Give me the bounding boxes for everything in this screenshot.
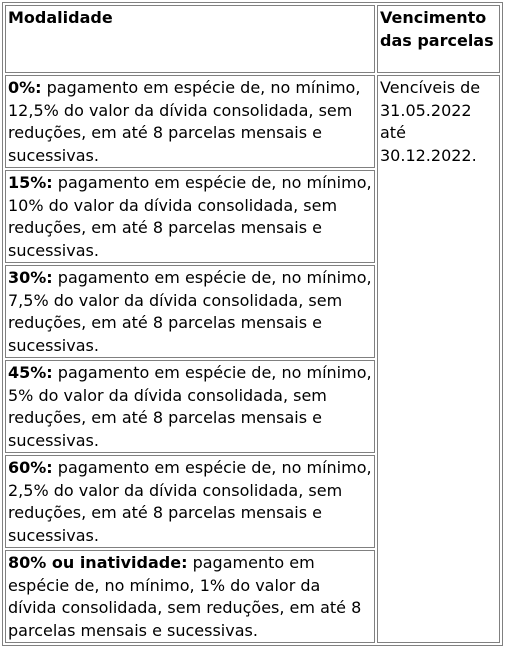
header-row: [5, 5, 500, 73]
discount-label: 60%:: [8, 458, 53, 477]
modalidade-cell: [5, 75, 375, 168]
modalidade-cell: [5, 265, 375, 358]
discount-label: 0%:: [8, 78, 42, 97]
modalidade-text: pagamento em espécie de, no mínimo, 7,5% do valor da dívida consolidada, sem reduções, em até 8 parcelas mensais e sucessivas.: [8, 268, 372, 355]
modalidade-text: pagamento em espécie de, no mínimo, 5% do valor da dívida consolidada, sem reduções, em até 8 parcelas mensais e sucessivas.: [8, 363, 372, 450]
discount-label: 15%:: [8, 173, 53, 192]
modalidade-cell: [5, 455, 375, 548]
modalidade-cell: [5, 170, 375, 263]
table-row: [5, 75, 500, 168]
modalidade-cell: [5, 550, 375, 643]
header-modalidade: Modalidade: [5, 5, 375, 73]
modalidade-text: pagamento em espécie de, no mínimo, 1% do valor da dívida consolidada, sem reduções, em até 8 parcelas mensais e sucessivas.: [8, 553, 362, 640]
modalidade-text: pagamento em espécie de, no mínimo, 2,5% do valor da dívida consolidada, sem reduções, em até 8 parcelas mensais e sucessivas.: [8, 458, 372, 545]
discount-label: 80% ou inatividade:: [8, 553, 188, 572]
modalidade-text: pagamento em espécie de, no mínimo, 12,5% do valor da dívida consolidada, sem reduções, em até 8 parcelas mensais e sucessivas.: [8, 78, 361, 165]
discount-label: 30%:: [8, 268, 53, 287]
modalidade-cell: [5, 360, 375, 453]
modalidade-text: pagamento em espécie de, no mínimo, 10% do valor da dívida consolidada, sem reduções, em até 8 parcelas mensais e sucessivas.: [8, 173, 372, 260]
vencimento-cell: Vencíveis de 31.05.2022 até 30.12.2022.: [377, 75, 500, 643]
header-vencimento: Vencimento das parcelas: [377, 5, 500, 73]
installment-table: [2, 2, 503, 646]
discount-label: 45%:: [8, 363, 53, 382]
